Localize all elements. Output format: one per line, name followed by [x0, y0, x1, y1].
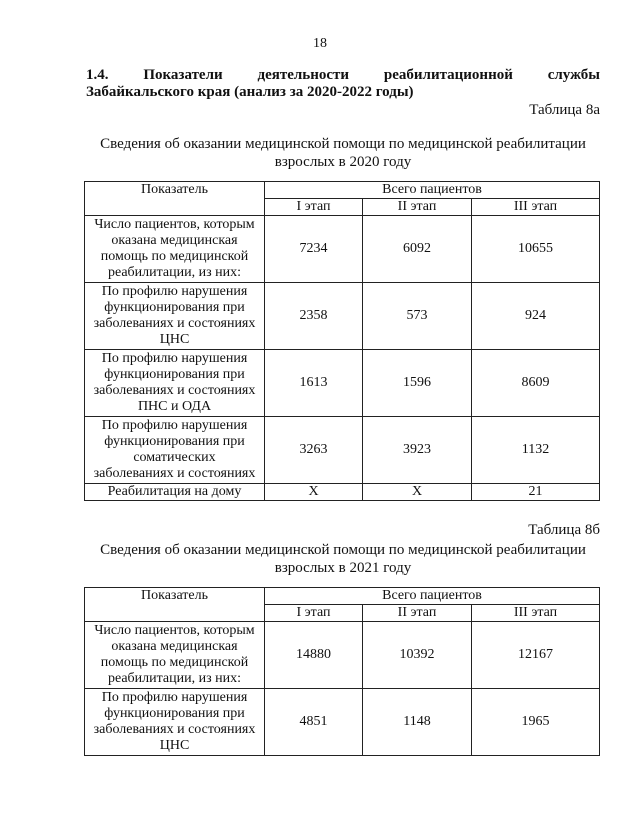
section-title-word: службы	[547, 67, 600, 83]
row-label-line: соматических	[133, 450, 216, 465]
row-label-line: реабилитации, из них:	[107, 671, 242, 686]
table-b-label: Таблица 8б	[528, 522, 600, 538]
row-label-line: По профилю нарушения	[101, 351, 248, 366]
table-cell: 2358	[265, 283, 363, 350]
row-label	[85, 689, 265, 756]
row-label-line: функционирования при	[104, 706, 245, 721]
table-row	[85, 417, 600, 484]
table-cell: 6092	[363, 216, 472, 283]
header-indicator: Показатель	[85, 588, 265, 622]
table-a	[84, 181, 600, 501]
row-label	[85, 216, 265, 283]
row-label	[85, 350, 265, 417]
row-label-line: По профилю нарушения	[101, 690, 248, 705]
table-header-row	[85, 182, 600, 199]
table-row	[85, 689, 600, 756]
table-cell: 12167	[472, 622, 600, 689]
row-label-line: Число пациентов, которым	[94, 623, 255, 638]
section-title-word: Показатели	[143, 67, 223, 83]
section-heading	[86, 67, 600, 101]
header-stage: I этап	[265, 199, 363, 216]
table-cell: 4851	[265, 689, 363, 756]
page-number: 18	[313, 36, 327, 51]
table-row	[85, 283, 600, 350]
table-cell: 1132	[472, 417, 600, 484]
row-label-line: оказана медицинская	[111, 233, 238, 248]
table-cell: 1965	[472, 689, 600, 756]
section-number: 1.4.	[86, 67, 109, 83]
header-stage: I этап	[265, 605, 363, 622]
section-title-word: деятельности	[257, 67, 350, 83]
table-cell: 8609	[472, 350, 600, 417]
header-stage: II этап	[363, 605, 472, 622]
table-row	[85, 350, 600, 417]
table-cell: 1148	[363, 689, 472, 756]
table-cell: 573	[363, 283, 472, 350]
table-cell: 10392	[363, 622, 472, 689]
table-cell: 21	[472, 484, 600, 501]
section-title-line2: Забайкальского края (анализ за 2020-2022 годы)	[86, 84, 414, 100]
row-label-line: заболеваниях и состояниях	[93, 383, 256, 398]
row-label	[85, 417, 265, 484]
caption-line: взрослых в 2021 году	[274, 560, 412, 576]
row-label	[85, 484, 265, 501]
table-cell: X	[363, 484, 472, 501]
table-row	[85, 216, 600, 283]
row-label-line: ЦНС	[159, 332, 190, 347]
row-label-line: функционирования при	[104, 367, 245, 382]
row-label-line: заболеваниях и состояниях	[93, 722, 256, 737]
table-row	[85, 622, 600, 689]
table-cell: 1596	[363, 350, 472, 417]
table-a-caption	[86, 135, 600, 171]
row-label-line: заболеваниях и состояниях	[93, 466, 256, 481]
section-title-word: реабилитационной	[383, 67, 513, 83]
caption-line: Сведения об оказании медицинской помощи по медицинской реабилитации	[100, 136, 586, 152]
table-cell: 3263	[265, 417, 363, 484]
table-cell: 14880	[265, 622, 363, 689]
row-label-line: функционирования при	[104, 300, 245, 315]
row-label	[85, 622, 265, 689]
header-total-patients: Всего пациентов	[265, 182, 600, 199]
row-label-line: заболеваниях и состояниях	[93, 316, 256, 331]
header-stage: II этап	[363, 199, 472, 216]
header-stage: III этап	[472, 199, 600, 216]
header-total-patients: Всего пациентов	[265, 588, 600, 605]
table-cell: 1613	[265, 350, 363, 417]
table-b	[84, 587, 600, 756]
table-b-caption	[86, 541, 600, 577]
caption-line: взрослых в 2020 году	[274, 154, 412, 170]
table-cell: 3923	[363, 417, 472, 484]
row-label-line: функционирования при	[104, 434, 245, 449]
row-label-line: Реабилитация на дому	[107, 484, 242, 499]
table-row	[85, 484, 600, 501]
row-label	[85, 283, 265, 350]
row-label-line: оказана медицинская	[111, 639, 238, 654]
table-cell: X	[265, 484, 363, 501]
caption-line: Сведения об оказании медицинской помощи по медицинской реабилитации	[100, 542, 586, 558]
table-cell: 924	[472, 283, 600, 350]
header-stage: III этап	[472, 605, 600, 622]
table-a-label: Таблица 8а	[529, 102, 600, 118]
table-cell: 10655	[472, 216, 600, 283]
row-label-line: ЦНС	[159, 738, 190, 753]
row-label-line: По профилю нарушения	[101, 418, 248, 433]
row-label-line: По профилю нарушения	[101, 284, 248, 299]
row-label-line: Число пациентов, которым	[94, 217, 255, 232]
row-label-line: реабилитации, из них:	[107, 265, 242, 280]
row-label-line: помощь по медицинской	[100, 249, 249, 264]
row-label-line: ПНС и ОДА	[137, 399, 212, 414]
header-indicator: Показатель	[85, 182, 265, 216]
row-label-line: помощь по медицинской	[100, 655, 249, 670]
table-cell: 7234	[265, 216, 363, 283]
table-header-row	[85, 588, 600, 605]
